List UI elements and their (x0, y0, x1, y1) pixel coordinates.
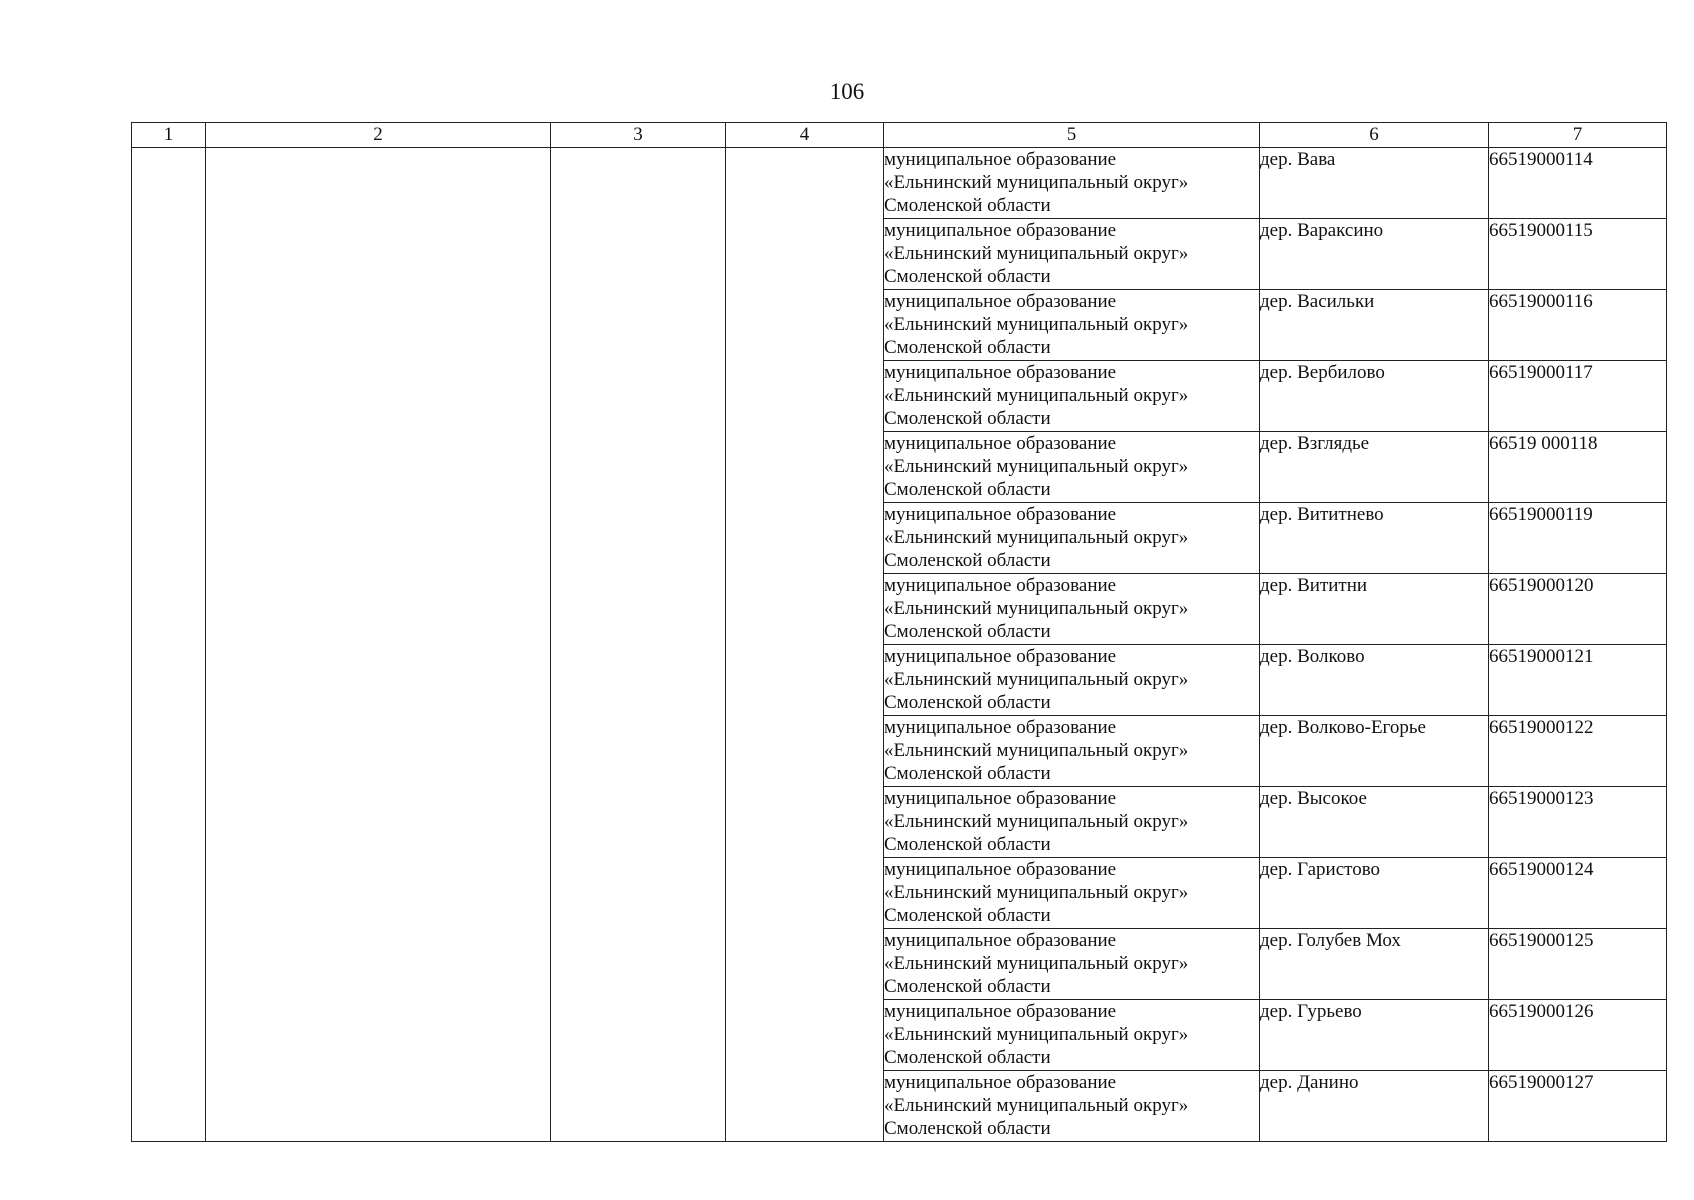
municipality-line: муниципальное образование (884, 1001, 1117, 1022)
municipality-line: «Ельнинский муниципальный округ» (884, 811, 1189, 832)
settlement-cell: дер. Голубев Мох (1260, 929, 1489, 1000)
page-number: 106 (829, 79, 865, 104)
municipality-line: Смоленской области (884, 692, 1051, 713)
municipality-cell (884, 1071, 1260, 1142)
municipality-line: «Ельнинский муниципальный округ» (884, 598, 1189, 619)
municipality-cell (884, 1000, 1260, 1071)
column-header-1: 1 (132, 123, 206, 148)
municipality-line: муниципальное образование (884, 930, 1117, 951)
column-header-5: 5 (884, 123, 1260, 148)
municipality-line: муниципальное образование (884, 646, 1117, 667)
municipality-cell (884, 290, 1260, 361)
column-header-4: 4 (726, 123, 884, 148)
municipality-line: Смоленской области (884, 479, 1051, 500)
code-cell: 66519000120 (1489, 574, 1667, 645)
settlement-cell: дер. Волково-Егорье (1260, 716, 1489, 787)
municipality-line: муниципальное образование (884, 717, 1117, 738)
municipality-cell (884, 574, 1260, 645)
municipality-cell (884, 219, 1260, 290)
municipality-line: Смоленской области (884, 621, 1051, 642)
code-cell: 66519000125 (1489, 929, 1667, 1000)
municipality-line: муниципальное образование (884, 504, 1117, 525)
settlement-cell: дер. Гаристово (1260, 858, 1489, 929)
settlement-cell: дер. Высокое (1260, 787, 1489, 858)
municipality-line: Смоленской области (884, 905, 1051, 926)
settlement-cell: дер. Взглядье (1260, 432, 1489, 503)
municipality-line: муниципальное образование (884, 220, 1117, 241)
municipality-cell (884, 148, 1260, 219)
municipality-cell (884, 503, 1260, 574)
municipality-line: «Ельнинский муниципальный округ» (884, 669, 1189, 690)
registry-table (131, 122, 1667, 1142)
municipality-cell (884, 787, 1260, 858)
municipality-cell (884, 432, 1260, 503)
code-cell: 66519000116 (1489, 290, 1667, 361)
column-header-7: 7 (1489, 123, 1667, 148)
municipality-line: муниципальное образование (884, 575, 1117, 596)
code-cell: 66519000114 (1489, 148, 1667, 219)
municipality-cell (884, 361, 1260, 432)
municipality-line: Смоленской области (884, 763, 1051, 784)
settlement-cell: дер. Вититнево (1260, 503, 1489, 574)
code-cell: 66519000117 (1489, 361, 1667, 432)
municipality-line: «Ельнинский муниципальный округ» (884, 385, 1189, 406)
municipality-line: Смоленской области (884, 1118, 1051, 1139)
settlement-cell: дер. Вараксино (1260, 219, 1489, 290)
municipality-line: «Ельнинский муниципальный округ» (884, 527, 1189, 548)
header-row (132, 123, 1667, 148)
municipality-line: Смоленской области (884, 550, 1051, 571)
municipality-line: «Ельнинский муниципальный округ» (884, 314, 1189, 335)
municipality-line: «Ельнинский муниципальный округ» (884, 456, 1189, 477)
municipality-line: «Ельнинский муниципальный округ» (884, 1095, 1189, 1116)
municipality-line: муниципальное образование (884, 433, 1117, 454)
municipality-line: «Ельнинский муниципальный округ» (884, 882, 1189, 903)
blank-cell-col-1 (132, 148, 206, 1142)
municipality-line: Смоленской области (884, 1047, 1051, 1068)
municipality-line: муниципальное образование (884, 859, 1117, 880)
municipality-line: муниципальное образование (884, 149, 1117, 170)
municipality-line: Смоленской области (884, 834, 1051, 855)
municipality-cell (884, 645, 1260, 716)
blank-cell-col-3 (551, 148, 726, 1142)
table-body (132, 148, 1667, 1142)
settlement-cell: дер. Васильки (1260, 290, 1489, 361)
municipality-line: «Ельнинский муниципальный округ» (884, 740, 1189, 761)
code-cell: 66519000119 (1489, 503, 1667, 574)
code-cell: 66519000127 (1489, 1071, 1667, 1142)
municipality-line: «Ельнинский муниципальный округ» (884, 243, 1189, 264)
column-header-6: 6 (1260, 123, 1489, 148)
municipality-line: «Ельнинский муниципальный округ» (884, 1024, 1189, 1045)
municipality-cell (884, 929, 1260, 1000)
municipality-line: муниципальное образование (884, 362, 1117, 383)
municipality-line: «Ельнинский муниципальный округ» (884, 172, 1189, 193)
blank-cell-col-2 (206, 148, 551, 1142)
settlement-cell: дер. Вава (1260, 148, 1489, 219)
municipality-line: муниципальное образование (884, 1072, 1117, 1093)
column-header-2: 2 (206, 123, 551, 148)
municipality-line: муниципальное образование (884, 291, 1117, 312)
municipality-cell (884, 858, 1260, 929)
code-cell: 66519000115 (1489, 219, 1667, 290)
settlement-cell: дер. Гурьево (1260, 1000, 1489, 1071)
municipality-cell (884, 716, 1260, 787)
settlement-cell: дер. Вититни (1260, 574, 1489, 645)
settlement-cell: дер. Данино (1260, 1071, 1489, 1142)
municipality-line: Смоленской области (884, 337, 1051, 358)
code-cell: 66519 000118 (1489, 432, 1667, 503)
municipality-line: муниципальное образование (884, 788, 1117, 809)
municipality-line: «Ельнинский муниципальный округ» (884, 953, 1189, 974)
settlement-cell: дер. Волково (1260, 645, 1489, 716)
code-cell: 66519000123 (1489, 787, 1667, 858)
code-cell: 66519000126 (1489, 1000, 1667, 1071)
code-cell: 66519000121 (1489, 645, 1667, 716)
municipality-line: Смоленской области (884, 976, 1051, 997)
table-row (132, 148, 1667, 219)
column-header-3: 3 (551, 123, 726, 148)
municipality-line: Смоленской области (884, 195, 1051, 216)
municipality-line: Смоленской области (884, 408, 1051, 429)
municipality-line: Смоленской области (884, 266, 1051, 287)
blank-cell-col-4 (726, 148, 884, 1142)
settlement-cell: дер. Вербилово (1260, 361, 1489, 432)
code-cell: 66519000124 (1489, 858, 1667, 929)
code-cell: 66519000122 (1489, 716, 1667, 787)
